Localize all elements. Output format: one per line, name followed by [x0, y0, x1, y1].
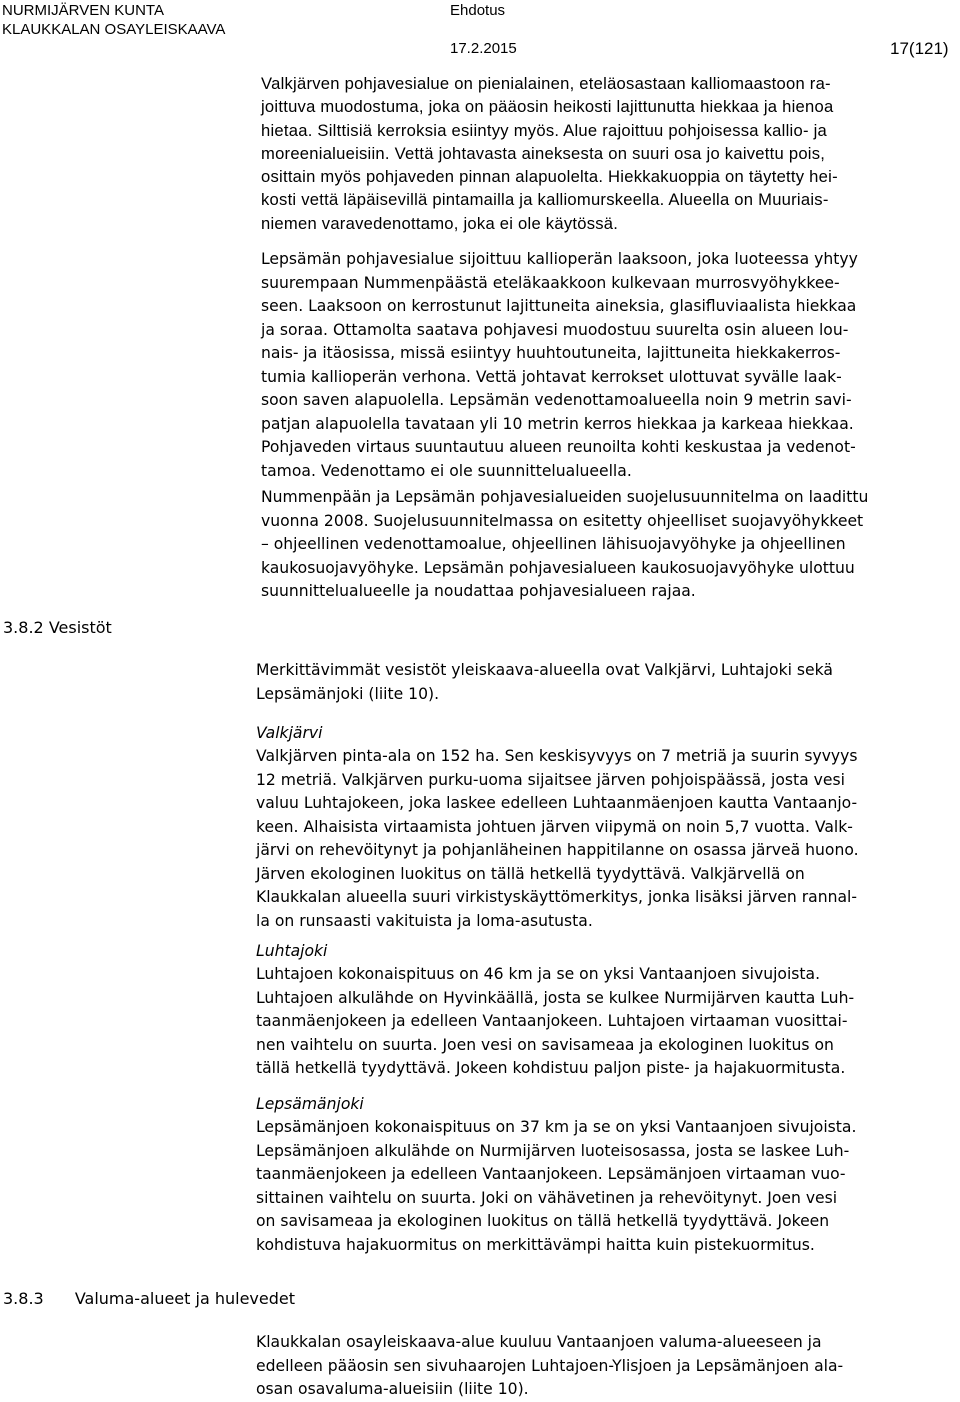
- text-line: kosti vettä läpäisevillä pintamailla ja kalliomurskeella. Alueella on Muuriais-: [261, 190, 829, 210]
- text-line: tumia kallioperän verhona. Vettä johtavat kerrokset ulottuvat syvälle laak-: [261, 367, 842, 386]
- text-line: edelleen pääosin sen sivuhaarojen Luhtajoen-Ylisjoen ja Lepsämänjoen ala-: [256, 1356, 844, 1375]
- paragraph-valkjarvi: [256, 745, 859, 933]
- paragraph-lepsama-aquifer: [261, 248, 858, 483]
- text-line: Lepsämänjoki (liite 10).: [256, 684, 440, 703]
- section-title: Vesistöt: [48, 618, 112, 637]
- document-date: 17.2.2015: [450, 40, 517, 57]
- text-line: Valkjärven pohjavesialue on pienialainen, eteläosastaan kalliomaastoon ra-: [261, 74, 831, 93]
- text-line: Valkjärven pinta-ala on 152 ha. Sen keskisyvyys on 7 metriä ja suurin syvyys: [256, 747, 858, 765]
- text-line: kohdistuva hajakuormitus on merkittävämpi haitta kuin pistekuormitus.: [256, 1235, 815, 1254]
- text-line: patjan alapuolella tavataan yli 10 metrin kerros hiekkaa ja karkeaa hiekkaa.: [261, 414, 854, 433]
- text-line: hietaa. Silttisiä kerroksia esiintyy myös. Alue rajoittuu pohjoisessa kallio- ja: [261, 120, 827, 140]
- text-line: vuonna 2008. Suojelusuunnitelmassa on esitetty ohjeelliset suojavyöhykkeet: [261, 511, 864, 530]
- text-line: seen. Laaksoon on kerrostunut lajittuneita aineksia, glasifluviaalista hiekkaa: [261, 297, 857, 315]
- paragraph-valkjarvi-aquifer: [261, 72, 838, 235]
- text-line: nen vaihtelu on suurta. Joen vesi on savisameaa ja ekologinen luokitus on: [256, 1035, 834, 1054]
- text-line: sittainen vaihtelu on suurta. Joki on vähävetinen ja rehevöitynyt. Joen vesi: [256, 1188, 838, 1207]
- text-line: Lepsämänjoen kokonaispituus on 37 km ja se on yksi Vantaanjoen sivujoista.: [256, 1118, 857, 1136]
- text-line: – ohjeellinen vedenottamoalue, ohjeellinen lähisuojavyöhyke ja ohjeellinen: [261, 535, 846, 553]
- text-line: Järven ekologinen luokitus on tällä hetkellä tyydyttävä. Valkjärvellä on: [256, 864, 805, 883]
- text-line: suurempaan Nummenpäästä eteläkaakkoon kulkevaan murrosvyöhykkee-: [261, 273, 840, 292]
- org-name-line2: KLAUKKALAN OSAYLEISKAAVA: [2, 21, 226, 38]
- text-line: taanmäenjokeen ja edelleen Vantaanjokeen. Lepsämänjoen virtaaman vuo-: [256, 1165, 846, 1183]
- text-line: niemen varavedenottamo, joka ei ole käytössä.: [261, 213, 619, 233]
- text-line: Luhtajoen kokonaispituus on 46 km ja se on yksi Vantaanjoen sivujoista.: [256, 965, 821, 983]
- section-number: 3.8.2: [3, 618, 44, 637]
- text-line: joittuva muodostuma, joka on pääosin heikosti lajittunutta hiekkaa ja hienoa: [261, 97, 834, 117]
- text-line: Lepsämän pohjavesialue sijoittuu kallioperän laaksoon, joka luoteessa yhtyy: [261, 250, 858, 268]
- section-heading-3-8-3: [3, 1289, 295, 1308]
- section-heading-3-8-2: [3, 618, 112, 637]
- page-number: 17(121): [890, 39, 949, 58]
- document-type: Ehdotus: [450, 2, 506, 19]
- text-line: 12 metriä. Valkjärven purku-uoma sijaitsee järven pohjoispäässä, josta vesi: [256, 770, 845, 789]
- text-line: la on runsaasti vakituista ja loma-asutusta.: [256, 911, 593, 930]
- paragraph-luhtajoki: [256, 963, 854, 1081]
- section-number: 3.8.3: [3, 1289, 44, 1308]
- subheading-luhtajoki: Luhtajoki: [256, 942, 328, 960]
- text-line: on savisameaa ja ekologinen luokitus on tällä hetkellä tyydyttävä. Jokeen: [256, 1212, 830, 1230]
- text-line: Luhtajoen alkulähde on Hyvinkäällä, josta se kulkee Nurmijärven kautta Luh-: [256, 988, 855, 1007]
- text-line: järvi on rehevöitynyt ja pohjanläheinen happitilanne on osassa järveä huono.: [256, 841, 859, 859]
- paragraph-waters-intro: [256, 659, 833, 706]
- subheading-valkjarvi: Valkjärvi: [256, 724, 323, 742]
- text-line: soon saven alapuolella. Lepsämän vedenottamoalueella noin 9 metrin savi-: [261, 391, 852, 409]
- text-line: osan osavaluma-alueisiin (liite 10).: [256, 1380, 529, 1398]
- subheading-lepsamanjoki: Lepsämänjoki: [256, 1095, 364, 1113]
- section-title: Valuma-alueet ja hulevedet: [74, 1289, 295, 1308]
- text-line: Merkittävimmät vesistöt yleiskaava-alueella ovat Valkjärvi, Luhtajoki sekä: [256, 661, 833, 679]
- text-line: Klaukkalan alueella suuri virkistyskäyttömerkitys, jonka lisäksi järven rannal-: [256, 888, 857, 906]
- text-line: ja soraa. Ottamolta saatava pohjavesi muodostuu suurelta osin alueen lou-: [261, 320, 849, 339]
- text-line: moreenialueisiin. Vettä johtavasta aineksesta on suuri osa jo kaivettu pois,: [261, 143, 826, 163]
- text-line: Lepsämänjoen alkulähde on Nurmijärven luoteisosassa, josta se laskee Luh-: [256, 1141, 850, 1160]
- text-line: keen. Alhaisista virtaamista johtuen järven viipymä on noin 5,7 vuotta. Valk-: [256, 817, 853, 836]
- text-line: kaukosuojavyöhyke. Lepsämän pohjavesialueen kaukosuojavyöhyke ulottuu: [261, 558, 855, 577]
- text-line: nais- ja itäosissa, missä esiintyy huuhtoutuneita, lajittuneita hiekkakerros-: [261, 344, 841, 362]
- text-line: Klaukkalan osayleiskaava-alue kuuluu Vantaanjoen valuma-alueeseen ja: [256, 1333, 822, 1351]
- paragraph-protection-plan: [261, 486, 868, 604]
- text-line: valuu Luhtajokeen, joka laskee edelleen Luhtaanmäenjoen kautta Vantaanjo-: [256, 794, 858, 812]
- org-name-line1: NURMIJÄRVEN KUNTA: [2, 2, 164, 19]
- text-line: osittain myös pohjaveden pinnan alapuolelta. Hiekkakuoppia on täytetty hei-: [261, 167, 838, 187]
- text-line: Nummenpään ja Lepsämän pohjavesialueiden suojelusuunnitelma on laadittu: [261, 488, 869, 506]
- text-line: taanmäenjokeen ja edelleen Vantaanjokeen. Luhtajoen virtaaman vuosittai-: [256, 1012, 848, 1030]
- paragraph-lepsamanjoki: [256, 1116, 856, 1257]
- text-line: tamoa. Vedenottamo ei ole suunnittelualueella.: [261, 461, 632, 480]
- text-line: tällä hetkellä tyydyttävä. Jokeen kohdistuu paljon piste- ja hajakuormitusta.: [256, 1059, 846, 1077]
- text-line: suunnittelualueelle ja noudattaa pohjavesialueen rajaa.: [261, 582, 696, 600]
- text-line: Pohjaveden virtaus suuntautuu alueen reunoilta kohti keskustaa ja vedenot-: [261, 438, 856, 456]
- paragraph-valuma: [256, 1331, 843, 1402]
